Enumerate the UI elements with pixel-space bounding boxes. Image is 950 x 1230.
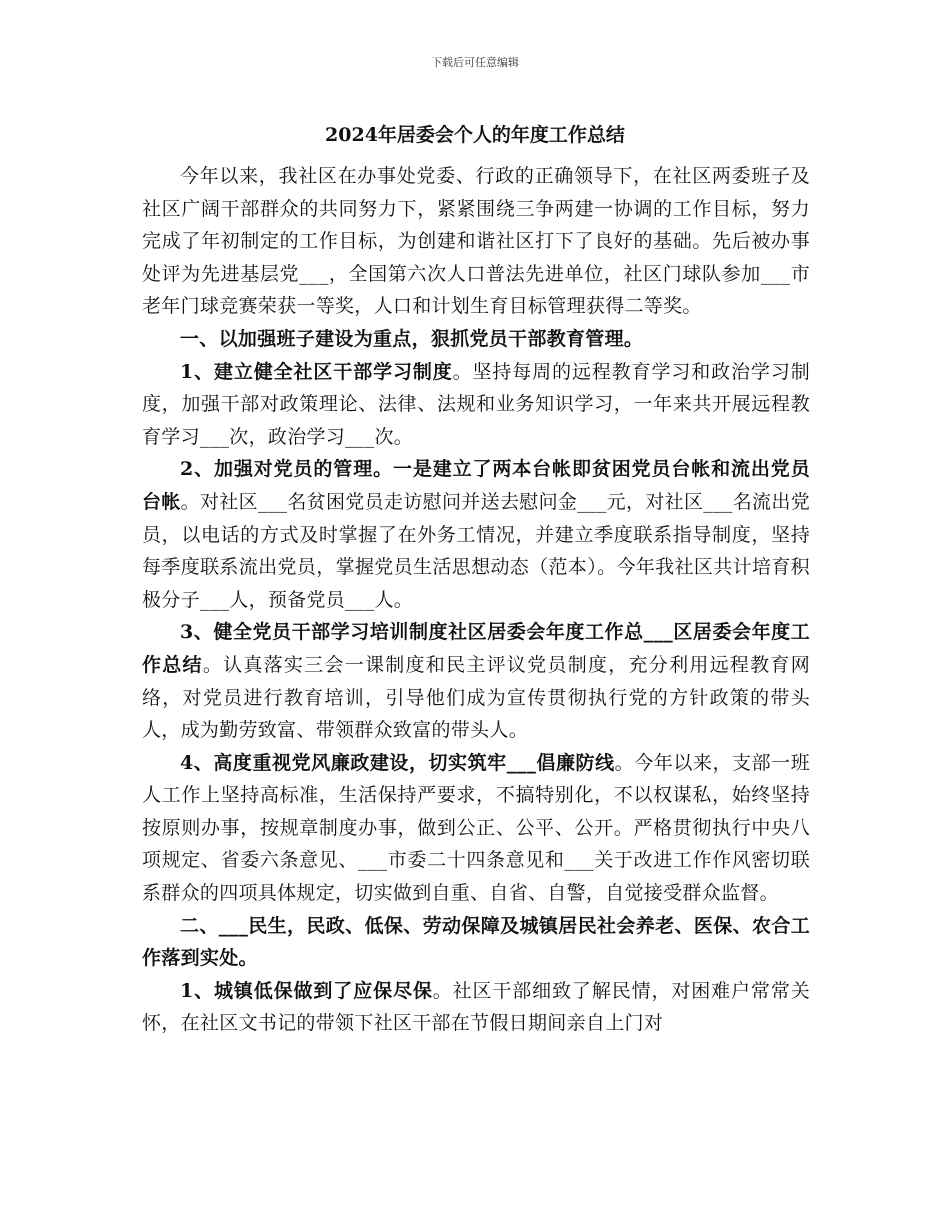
document-body	[142, 160, 810, 1040]
paragraph-study-system	[142, 356, 810, 454]
paragraph-text: 。社区干部细致了解民情，对困难户常常关怀，在社区文书记的带领下社区干部在节假日期间亲自上门对	[142, 979, 811, 1035]
paragraph-lead: 2、加强对党员的管理。一是建立了两本台帐即贫困党员台帐和流出党员台帐	[142, 458, 810, 513]
paragraph-intro: 今年以来，我社区在办事处党委、行政的正确领导下，在社区两委班子及社区广阔干部群众的共同努力下，紧紧围绕三争两建一协调的工作目标，努力完成了年初制定的工作目标，为创建和谐社区打下了良好的基础。先后被办事处评为先进基层党___，全国第六次人口普法先进单位，社区门球队参加___市老年门球竞赛荣获一等奖，人口和计划生育目标管理获得二等奖。	[142, 165, 810, 318]
paragraph-text: 。认真落实三会一课制度和民主评议党员制度，充分利用远程教育网络，对党员进行教育培训，引导他们成为宣传贯彻执行党的方针政策的带头人，成为勤劳致富、带领群众致富的带头人。	[142, 653, 810, 742]
paragraph-text: 。坚持每周的远程教育学习和政治学习制度，加强干部对政策理论、法律、法规和业务知识学习，一年来共开展远程教育学习___次，政治学习___次。	[142, 360, 811, 448]
paragraph-lead: 1、城镇低保做到了应保尽保	[180, 979, 433, 1002]
section-heading-2: 二、___民生，民政、低保、劳动保障及城镇居民社会养老、医保、农合工作落到实处。	[142, 914, 810, 970]
paragraph-low-income	[142, 975, 810, 1040]
section-heading-1: 一、以加强班子建设为重点，狠抓党员干部教育管理。	[180, 327, 644, 350]
paragraph-training-system	[142, 616, 810, 746]
paragraph-member-management	[142, 453, 810, 616]
paragraph-lead: 3、健全党员干部学习培训制度社区居委会年度工作总___区居委会年度工作总结	[142, 621, 810, 676]
paragraph-integrity	[142, 747, 810, 910]
paragraph-text: 。今年以来，支部一班人工作上坚持高标准，生活保持严要求，不搞特别化，不以权谋私，始终坚持按原则办事，按规章制度办事，做到公正、公平、公开。严格贯彻执行中央八项规定、省委六条意见、___市委二十四条意见和___关于改进工作作风密切联系群众的四项具体规定，切实做到自重、自省、自警，自觉接受群众监督。	[142, 751, 810, 905]
paragraph-lead: 4、高度重视党风廉政建设，切实筑牢___倡廉防线	[180, 751, 615, 774]
document-title: 2024年居委会个人的年度工作总结	[325, 124, 625, 146]
paragraph-text: 。对社区___名贫困党员走访慰问并送去慰问金___元，对社区___名流出党员，以电话的方式及时掌握了在外务工情况，并建立季度联系指导制度，坚持每季度联系流出党员，掌握党员生活思想动态（范本）。今年我社区共计培育积极分子___人，预备党员___人。	[142, 490, 810, 611]
paragraph-lead: 1、建立健全社区干部学习制度	[180, 360, 453, 383]
header-note: 下载后可任意编辑	[431, 56, 519, 69]
